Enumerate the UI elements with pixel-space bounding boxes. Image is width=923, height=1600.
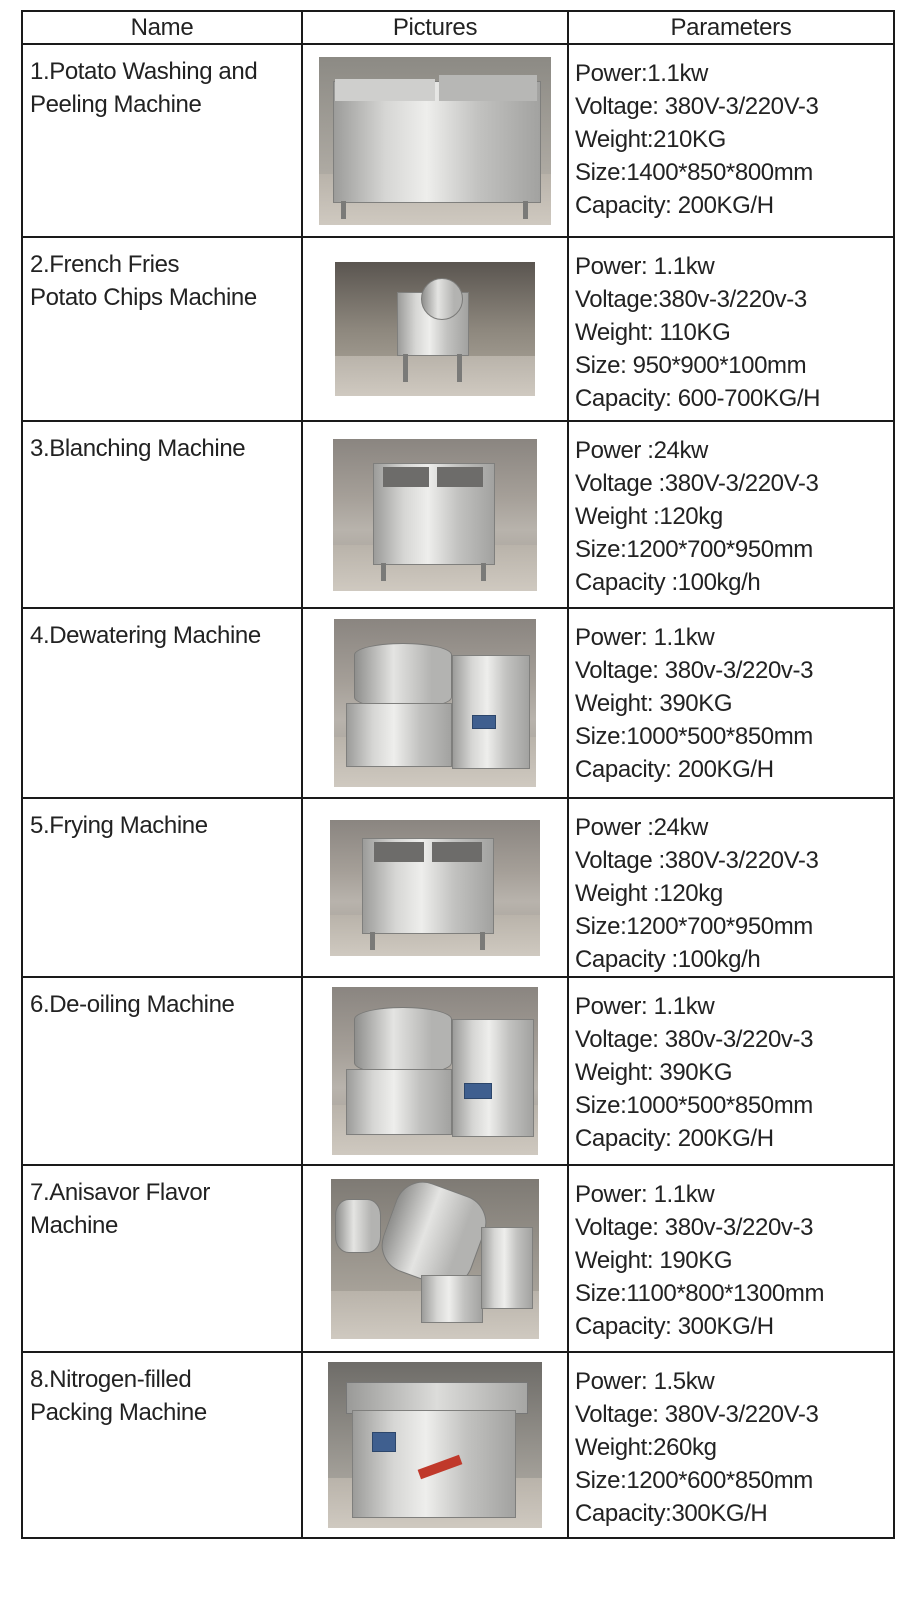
- parameters-cell: [568, 798, 894, 977]
- machine-photo: [335, 262, 535, 396]
- param-voltage: Voltage: 380v-3/220v-3: [575, 1026, 814, 1053]
- header-pictures: Pictures: [302, 11, 568, 44]
- param-power: Power :24kw: [575, 814, 708, 841]
- name-line: Potato Chips Machine: [30, 284, 257, 311]
- param-size: Size:1200*700*950mm: [575, 913, 813, 940]
- picture-cell: [302, 1352, 568, 1538]
- param-capacity: Capacity: 200KG/H: [575, 1125, 774, 1152]
- machine-photo: [331, 1179, 539, 1339]
- parameters-cell: [568, 608, 894, 798]
- table-row: [22, 421, 894, 608]
- table-row: [22, 608, 894, 798]
- machine-photo: [333, 439, 537, 591]
- picture-cell: [302, 798, 568, 977]
- picture-cell: [302, 977, 568, 1165]
- parameters-cell: [568, 1352, 894, 1538]
- param-power: Power: 1.1kw: [575, 624, 715, 651]
- param-capacity: Capacity: 200KG/H: [575, 192, 774, 219]
- param-size: Size:1200*700*950mm: [575, 536, 813, 563]
- param-size: Size:1400*850*800mm: [575, 159, 813, 186]
- picture-cell: [302, 237, 568, 421]
- header-row: [22, 11, 894, 44]
- table-row: [22, 237, 894, 421]
- name-line: 2.French Fries: [30, 251, 180, 278]
- table-row: [22, 1352, 894, 1538]
- param-power: Power: 1.1kw: [575, 253, 715, 280]
- machine-spec-table: [21, 10, 895, 1539]
- machine-name: [22, 608, 302, 798]
- picture-cell: [302, 44, 568, 237]
- param-capacity: Capacity:300KG/H: [575, 1500, 768, 1527]
- param-capacity: Capacity: 600-700KG/H: [575, 385, 821, 412]
- machine-name: [22, 1352, 302, 1538]
- name-line: Peeling Machine: [30, 91, 202, 118]
- name-line: 5.Frying Machine: [30, 812, 208, 839]
- name-line: Machine: [30, 1212, 118, 1239]
- param-size: Size:1200*600*850mm: [575, 1467, 813, 1494]
- param-voltage: Voltage :380V-3/220V-3: [575, 470, 819, 497]
- picture-cell: [302, 1165, 568, 1352]
- param-power: Power: 1.5kw: [575, 1368, 715, 1395]
- name-line: 7.Anisavor Flavor: [30, 1179, 210, 1206]
- parameters-cell: [568, 421, 894, 608]
- machine-name: [22, 977, 302, 1165]
- param-size: Size:1100*800*1300mm: [575, 1280, 825, 1307]
- table-row: [22, 977, 894, 1165]
- param-power: Power: 1.1kw: [575, 1181, 715, 1208]
- param-power: Power: 1.1kw: [575, 993, 715, 1020]
- parameters-cell: [568, 1165, 894, 1352]
- name-line: 8.Nitrogen-filled: [30, 1366, 192, 1393]
- name-line: 6.De-oiling Machine: [30, 991, 235, 1018]
- name-line: 1.Potato Washing and: [30, 58, 258, 85]
- param-voltage: Voltage:380v-3/220v-3: [575, 286, 807, 313]
- param-weight: Weight: 390KG: [575, 1059, 733, 1086]
- param-capacity: Capacity: 200KG/H: [575, 756, 774, 783]
- param-weight: Weight: 390KG: [575, 690, 733, 717]
- parameters-cell: [568, 44, 894, 237]
- param-size: Size:1000*500*850mm: [575, 723, 813, 750]
- machine-name: [22, 1165, 302, 1352]
- machine-name: [22, 44, 302, 237]
- parameters-cell: [568, 977, 894, 1165]
- param-power: Power :24kw: [575, 437, 708, 464]
- param-weight: Weight: 190KG: [575, 1247, 733, 1274]
- param-weight: Weight: 110KG: [575, 319, 731, 346]
- machine-name: [22, 421, 302, 608]
- param-voltage: Voltage: 380V-3/220V-3: [575, 93, 819, 120]
- param-weight: Weight :120kg: [575, 880, 723, 907]
- machine-photo: [332, 987, 538, 1155]
- param-capacity: Capacity :100kg/h: [575, 569, 761, 596]
- table-row: [22, 1165, 894, 1352]
- param-power: Power:1.1kw: [575, 60, 708, 87]
- table-row: [22, 44, 894, 237]
- machine-name: [22, 237, 302, 421]
- name-line: 4.Dewatering Machine: [30, 622, 261, 649]
- param-voltage: Voltage :380V-3/220V-3: [575, 847, 819, 874]
- param-capacity: Capacity: 300KG/H: [575, 1313, 774, 1340]
- param-size: Size: 950*900*100mm: [575, 352, 807, 379]
- machine-photo: [334, 619, 536, 787]
- param-voltage: Voltage: 380v-3/220v-3: [575, 657, 814, 684]
- param-voltage: Voltage: 380v-3/220v-3: [575, 1214, 814, 1241]
- machine-photo: [330, 820, 540, 956]
- name-line: 3.Blanching Machine: [30, 435, 246, 462]
- name-line: Packing Machine: [30, 1399, 207, 1426]
- parameters-cell: [568, 237, 894, 421]
- table-row: [22, 798, 894, 977]
- picture-cell: [302, 608, 568, 798]
- machine-photo: [328, 1362, 542, 1528]
- picture-cell: [302, 421, 568, 608]
- param-weight: Weight:210KG: [575, 126, 726, 153]
- machine-photo: [319, 57, 551, 225]
- param-weight: Weight:260kg: [575, 1434, 717, 1461]
- header-parameters: Parameters: [568, 11, 894, 44]
- machine-name: [22, 798, 302, 977]
- param-voltage: Voltage: 380V-3/220V-3: [575, 1401, 819, 1428]
- param-weight: Weight :120kg: [575, 503, 723, 530]
- header-name: Name: [22, 11, 302, 44]
- param-capacity: Capacity :100kg/h: [575, 946, 761, 973]
- param-size: Size:1000*500*850mm: [575, 1092, 813, 1119]
